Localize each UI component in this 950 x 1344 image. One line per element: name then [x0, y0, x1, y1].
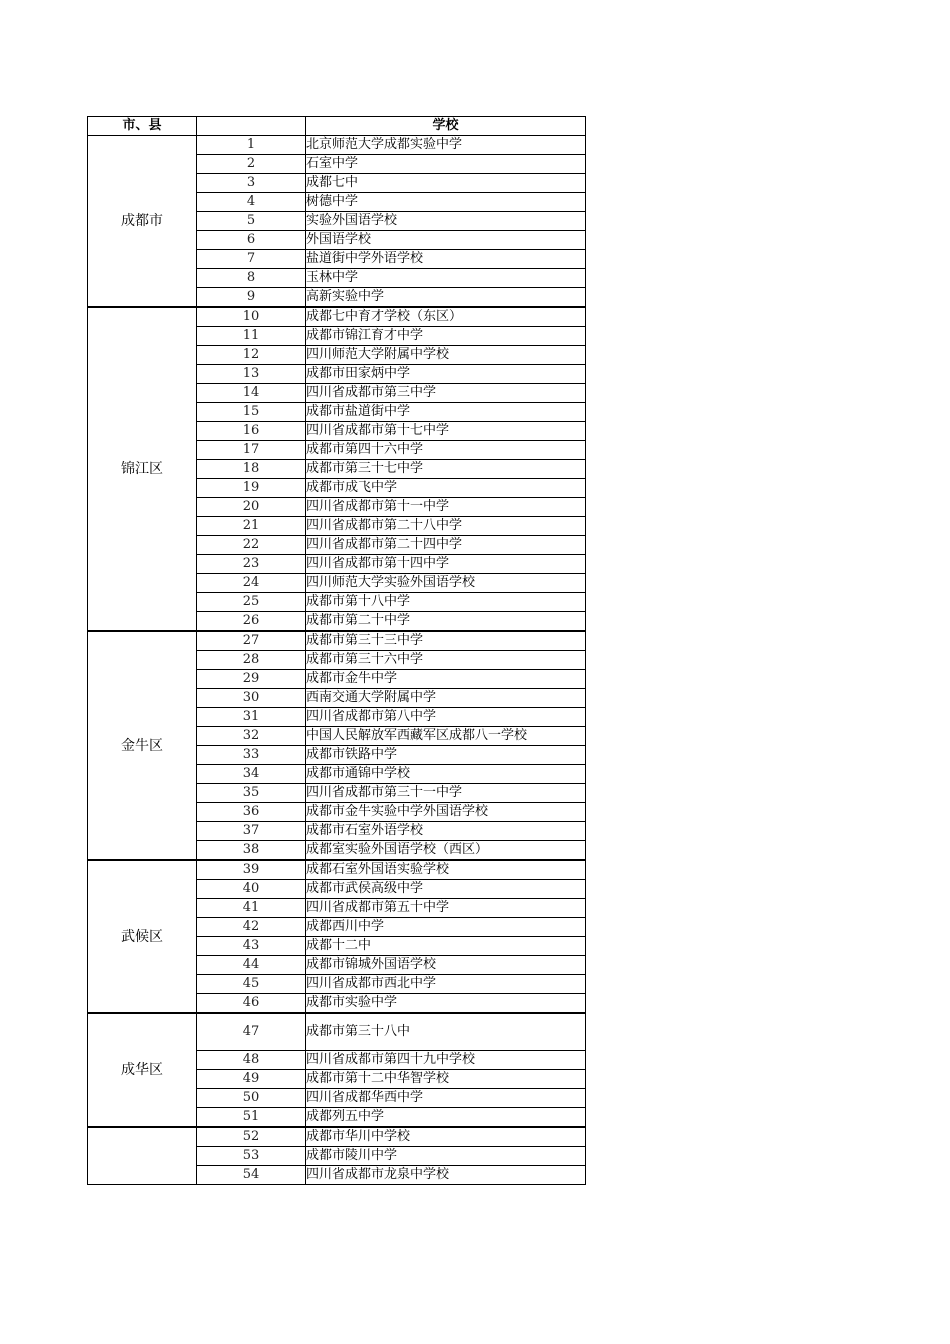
school-name-cell[interactable]: 四川省成都市第二十四中学 [306, 536, 586, 555]
number-cell[interactable]: 24 [197, 574, 306, 593]
number-cell[interactable]: 22 [197, 536, 306, 555]
school-table [87, 116, 586, 1185]
number-cell[interactable]: 25 [197, 593, 306, 612]
number-cell[interactable]: 3 [197, 174, 306, 193]
school-name-cell[interactable]: 成都七中育才学校（东区） [306, 307, 586, 327]
school-name-cell[interactable]: 成都市第三十七中学 [306, 460, 586, 479]
number-cell[interactable]: 16 [197, 422, 306, 441]
school-name-cell[interactable]: 北京师范大学成都实验中学 [306, 136, 586, 155]
number-cell[interactable]: 9 [197, 288, 306, 308]
school-name-cell[interactable]: 四川省成都市第十一中学 [306, 498, 586, 517]
number-cell[interactable]: 33 [197, 746, 306, 765]
school-name-cell[interactable]: 成都七中 [306, 174, 586, 193]
table-body [88, 136, 586, 1185]
number-cell[interactable]: 28 [197, 651, 306, 670]
school-name-cell[interactable]: 四川省成都市西北中学 [306, 975, 586, 994]
number-cell[interactable]: 41 [197, 899, 306, 918]
number-cell[interactable]: 45 [197, 975, 306, 994]
table-row [88, 136, 586, 155]
number-cell[interactable]: 20 [197, 498, 306, 517]
table-row [88, 307, 586, 327]
number-cell[interactable]: 10 [197, 307, 306, 327]
number-cell[interactable]: 51 [197, 1108, 306, 1128]
school-name-cell[interactable]: 成都市第二十中学 [306, 612, 586, 632]
number-cell[interactable]: 44 [197, 956, 306, 975]
school-name-cell[interactable]: 实验外国语学校 [306, 212, 586, 231]
number-cell[interactable]: 48 [197, 1051, 306, 1070]
school-name-cell[interactable]: 成都市第三十八中 [306, 1013, 586, 1051]
number-cell[interactable]: 5 [197, 212, 306, 231]
number-cell[interactable]: 6 [197, 231, 306, 250]
region-cell[interactable] [88, 1127, 197, 1185]
number-cell[interactable]: 12 [197, 346, 306, 365]
school-name-cell[interactable]: 四川省成都市第二十八中学 [306, 517, 586, 536]
number-cell[interactable]: 14 [197, 384, 306, 403]
number-cell[interactable]: 27 [197, 631, 306, 651]
school-name-cell[interactable]: 盐道街中学外语学校 [306, 250, 586, 269]
number-cell[interactable]: 29 [197, 670, 306, 689]
number-cell[interactable]: 35 [197, 784, 306, 803]
school-name-cell[interactable]: 成都市第三十三中学 [306, 631, 586, 651]
school-name-cell[interactable]: 成都西川中学 [306, 918, 586, 937]
number-cell[interactable]: 53 [197, 1147, 306, 1166]
number-cell[interactable]: 13 [197, 365, 306, 384]
school-name-cell[interactable]: 四川省成都市第三中学 [306, 384, 586, 403]
school-name-cell[interactable]: 成都市金牛实验中学外国语学校 [306, 803, 586, 822]
number-cell[interactable]: 8 [197, 269, 306, 288]
school-name-cell[interactable]: 成都市陵川中学 [306, 1147, 586, 1166]
school-name-cell[interactable]: 成都市金牛中学 [306, 670, 586, 689]
number-cell[interactable]: 21 [197, 517, 306, 536]
school-name-cell[interactable]: 外国语学校 [306, 231, 586, 250]
header-region[interactable]: 市、县 [88, 117, 197, 136]
number-cell[interactable]: 50 [197, 1089, 306, 1108]
school-name-cell[interactable]: 成都市田家炳中学 [306, 365, 586, 384]
region-cell[interactable]: 成华区 [88, 1013, 197, 1127]
number-cell[interactable]: 30 [197, 689, 306, 708]
number-cell[interactable]: 49 [197, 1070, 306, 1089]
number-cell[interactable]: 7 [197, 250, 306, 269]
number-cell[interactable]: 37 [197, 822, 306, 841]
school-name-cell[interactable]: 中国人民解放军西藏军区成都八一学校 [306, 727, 586, 746]
number-cell[interactable]: 39 [197, 860, 306, 880]
number-cell[interactable]: 17 [197, 441, 306, 460]
school-name-cell[interactable]: 四川省成都市第五十中学 [306, 899, 586, 918]
school-name-cell[interactable]: 西南交通大学附属中学 [306, 689, 586, 708]
school-name-cell[interactable]: 四川省成都市第三十一中学 [306, 784, 586, 803]
region-cell[interactable]: 武候区 [88, 860, 197, 1013]
number-cell[interactable]: 26 [197, 612, 306, 632]
number-cell[interactable]: 54 [197, 1166, 306, 1185]
school-name-cell[interactable]: 成都市第十八中学 [306, 593, 586, 612]
school-name-cell[interactable]: 成都市第十二中华智学校 [306, 1070, 586, 1089]
school-name-cell[interactable]: 成都市武侯高级中学 [306, 880, 586, 899]
school-name-cell[interactable]: 成都石室外国语实验学校 [306, 860, 586, 880]
number-cell[interactable]: 46 [197, 994, 306, 1014]
number-cell[interactable]: 15 [197, 403, 306, 422]
number-cell[interactable]: 40 [197, 880, 306, 899]
school-name-cell[interactable]: 四川省成都市第八中学 [306, 708, 586, 727]
school-name-cell[interactable]: 成都列五中学 [306, 1108, 586, 1128]
region-cell[interactable]: 锦江区 [88, 307, 197, 631]
number-cell[interactable]: 19 [197, 479, 306, 498]
school-name-cell[interactable]: 成都市铁路中学 [306, 746, 586, 765]
table-row [88, 1013, 586, 1051]
number-cell[interactable]: 11 [197, 327, 306, 346]
number-cell[interactable]: 43 [197, 937, 306, 956]
number-cell[interactable]: 38 [197, 841, 306, 861]
school-name-cell[interactable]: 成都市通锦中学校 [306, 765, 586, 784]
header-school[interactable]: 学校 [306, 117, 586, 136]
region-cell[interactable]: 成都市 [88, 136, 197, 308]
school-name-cell[interactable]: 四川省成都市第十四中学 [306, 555, 586, 574]
number-cell[interactable]: 31 [197, 708, 306, 727]
number-cell[interactable]: 34 [197, 765, 306, 784]
school-name-cell[interactable]: 成都十二中 [306, 937, 586, 956]
school-name-cell[interactable]: 高新实验中学 [306, 288, 586, 308]
table-row [88, 1127, 586, 1147]
region-cell[interactable]: 金牛区 [88, 631, 197, 860]
school-name-cell[interactable]: 树德中学 [306, 193, 586, 212]
number-cell[interactable]: 52 [197, 1127, 306, 1147]
school-name-cell[interactable]: 四川省成都市龙泉中学校 [306, 1166, 586, 1185]
school-name-cell[interactable]: 四川省成都市第十七中学 [306, 422, 586, 441]
number-cell[interactable]: 18 [197, 460, 306, 479]
school-name-cell[interactable]: 成都市成飞中学 [306, 479, 586, 498]
school-name-cell[interactable]: 成都市第三十六中学 [306, 651, 586, 670]
table-row [88, 631, 586, 651]
school-name-cell[interactable]: 成都市石室外语学校 [306, 822, 586, 841]
school-name-cell[interactable]: 成都市第四十六中学 [306, 441, 586, 460]
number-cell[interactable]: 42 [197, 918, 306, 937]
school-name-cell[interactable]: 成都市盐道街中学 [306, 403, 586, 422]
school-name-cell[interactable]: 成都市锦江育才中学 [306, 327, 586, 346]
header-row [88, 117, 586, 136]
number-cell[interactable]: 1 [197, 136, 306, 155]
number-cell[interactable]: 4 [197, 193, 306, 212]
header-number[interactable] [197, 117, 306, 136]
school-name-cell[interactable]: 成都室实验外国语学校（西区） [306, 841, 586, 861]
school-name-cell[interactable]: 玉林中学 [306, 269, 586, 288]
number-cell[interactable]: 32 [197, 727, 306, 746]
number-cell[interactable]: 47 [197, 1013, 306, 1051]
school-name-cell[interactable]: 成都市锦城外国语学校 [306, 956, 586, 975]
number-cell[interactable]: 23 [197, 555, 306, 574]
number-cell[interactable]: 2 [197, 155, 306, 174]
school-name-cell[interactable]: 四川省成都市第四十九中学校 [306, 1051, 586, 1070]
school-name-cell[interactable]: 四川师范大学实验外国语学校 [306, 574, 586, 593]
school-name-cell[interactable]: 四川省成都华西中学 [306, 1089, 586, 1108]
school-name-cell[interactable]: 四川师范大学附属中学校 [306, 346, 586, 365]
school-name-cell[interactable]: 石室中学 [306, 155, 586, 174]
school-name-cell[interactable]: 成都市实验中学 [306, 994, 586, 1014]
school-name-cell[interactable]: 成都市华川中学校 [306, 1127, 586, 1147]
number-cell[interactable]: 36 [197, 803, 306, 822]
table-row [88, 860, 586, 880]
